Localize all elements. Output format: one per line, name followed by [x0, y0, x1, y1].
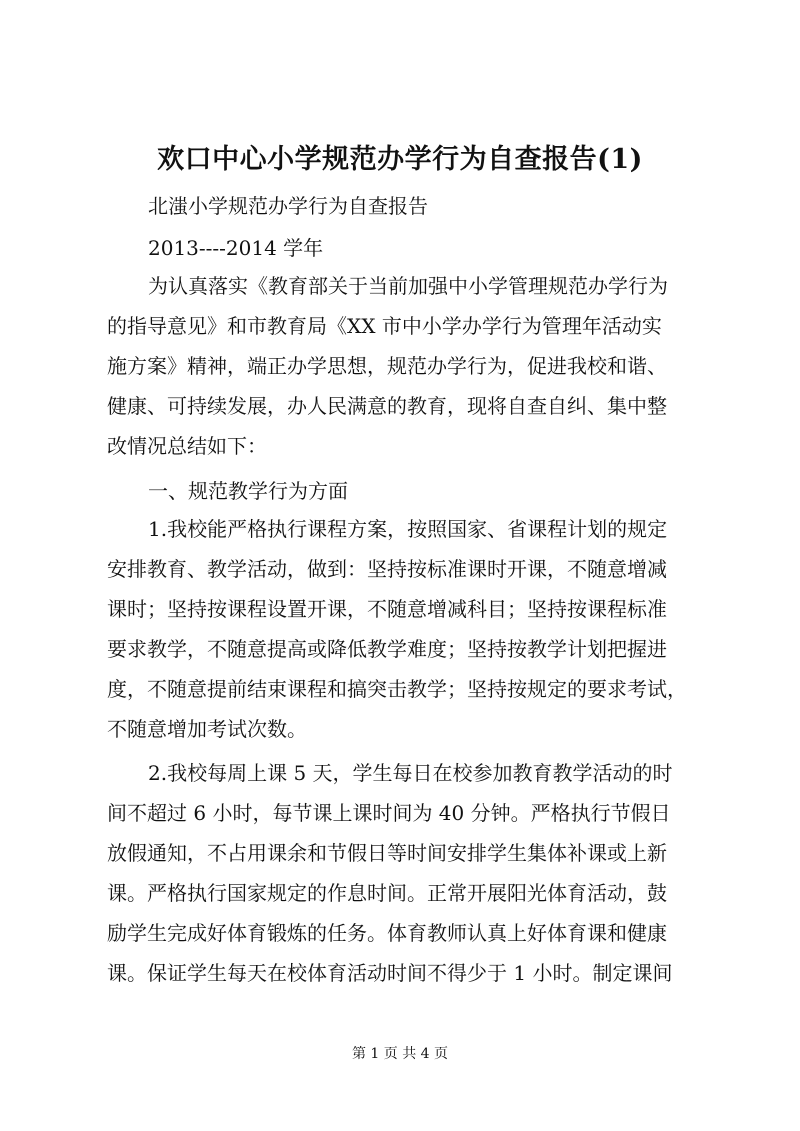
paragraph-line: 课时；坚持按课程设置开课，不随意增减科目；坚持按课程标准: [107, 597, 667, 621]
page-number-footer: 第 1 页 共 4 页: [351, 1046, 449, 1062]
paragraph-line: 2.我校每周上课 5 天，学生每日在校参加教育教学活动的时: [148, 761, 673, 785]
school-year: 2013----2014 学年: [148, 236, 324, 260]
paragraph-line: 度，不随意提前结束课程和搞突击教学；坚持按规定的要求考试，: [107, 677, 687, 701]
paragraph-line: 课。保证学生每天在校体育活动时间不得少于 1 小时。制定课间: [107, 961, 673, 985]
document-title: 欢口中心小学规范办学行为自查报告(1): [157, 144, 643, 175]
paragraph-line: 放假通知，不占用课余和节假日等时间安排学生集体补课或上新: [107, 841, 667, 865]
document-subtitle: 北滍小学规范办学行为自查报告: [148, 194, 428, 218]
section-heading: 一、规范教学行为方面: [148, 479, 348, 503]
paragraph-line: 励学生完成好体育锻炼的任务。体育教师认真上好体育课和健康: [107, 921, 667, 945]
paragraph-line: 不随意增加考试次数。: [107, 717, 307, 741]
intro-line: 为认真落实《教育部关于当前加强中小学管理规范办学行为: [148, 274, 668, 298]
paragraph-line: 1.我校能严格执行课程方案，按照国家、省课程计划的规定: [148, 517, 668, 541]
paragraph-line: 安排教育、教学活动，做到：坚持按标准课时开课，不随意增减: [107, 557, 667, 581]
intro-line: 改情况总结如下：: [107, 434, 267, 458]
paragraph-line: 要求教学，不随意提高或降低教学难度；坚持按教学计划把握进: [107, 637, 667, 661]
intro-line: 健康、可持续发展，办人民满意的教育，现将自查自纠、集中整: [107, 394, 667, 418]
intro-line: 的指导意见》和市教育局《XX 市中小学办学行为管理年活动实: [107, 314, 662, 338]
paragraph-line: 课。严格执行国家规定的作息时间。正常开展阳光体育活动，鼓: [107, 881, 667, 905]
intro-line: 施方案》精神，端正办学思想，规范办学行为，促进我校和谐、: [107, 354, 667, 378]
paragraph-line: 间不超过 6 小时，每节课上课时间为 40 分钟。严格执行节假日: [107, 801, 671, 825]
